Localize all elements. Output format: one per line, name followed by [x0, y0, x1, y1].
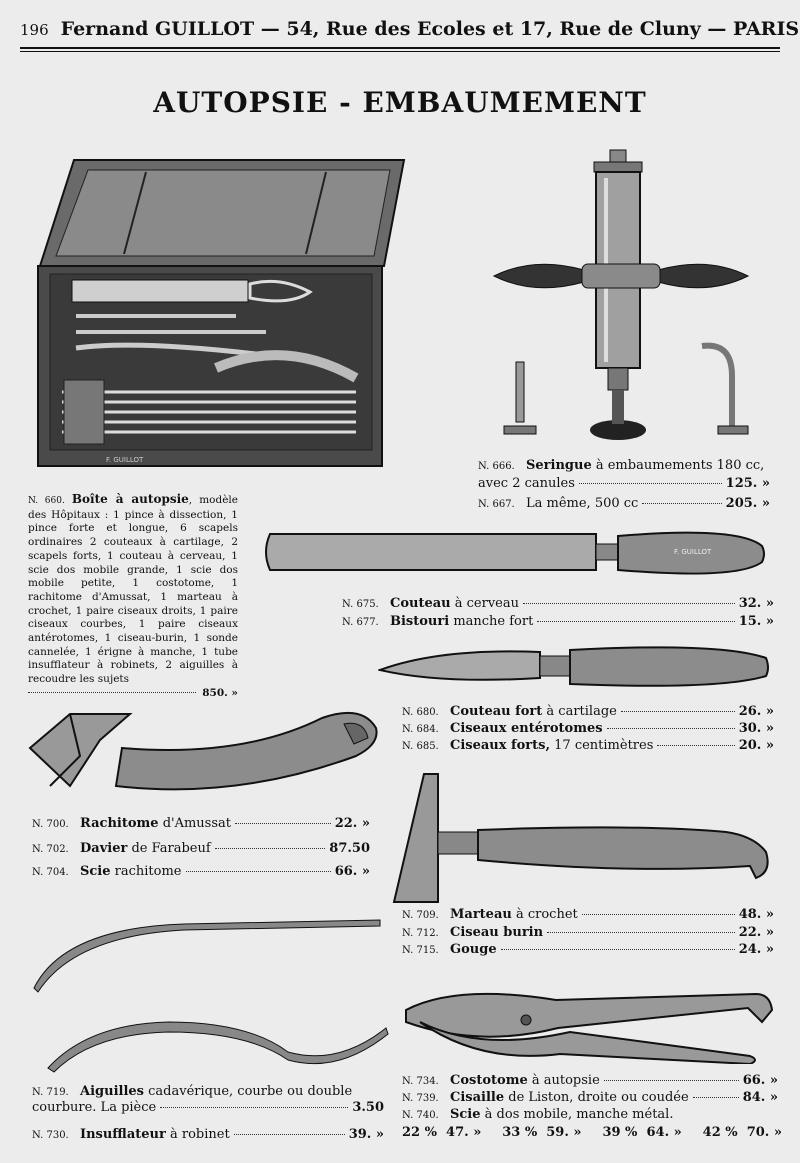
header-text: Fernand GUILLOT — 54, Rue des Ecoles et 17, Rue de Cluny — PARIS — [60, 18, 800, 40]
page-number: 196 — [20, 21, 49, 39]
list-item: N. 715. Gouge 24. » — [402, 942, 774, 957]
list-item: N. 719. Aiguilles cadavérique, courbe ou double — [32, 1084, 353, 1099]
list-item: avec 2 canules 125. » — [478, 476, 770, 491]
list-item: N. 675. Couteau à cerveau 32. » — [342, 596, 774, 611]
embalming-syringe-illustration — [490, 148, 760, 448]
list-item: N. 730. Insufflateur à robinet 39. » — [32, 1127, 384, 1142]
list-item: N. 684. Ciseaux entérotomes 30. » — [402, 721, 774, 736]
list-item: courbure. La pièce 3.50 — [32, 1100, 384, 1115]
item-description: , modèle des Hôpitaux : 1 pince à dissection, 1 pince forte et longue, 6 scapels ordinaires 2 couteaux à cartilage, 2 scapels forts, 1 couteau à cerveau, 1 scie dos mobile grande, 1 scie dos mobile petite, 1 costotome, 1 rachitome d'Amussat, 1 marteau à crochet, 1 paire ciseaux droits, 1 paire ciseaux courbes, 1 paire ciseaux antérotomes, 1 ciseau-burin, 1 sonde cannelée, 1 érigne à manche, 1 tube insufflateur à robinets, 2 aiguilles à recoudre les sujets — [28, 494, 239, 686]
list-item: N. 712. Ciseau burin 22. » — [402, 925, 774, 940]
list-item: N. 666. Seringue à embaumements 180 cc, — [478, 458, 765, 473]
saw-size-prices — [402, 1125, 782, 1140]
hammer-illustration — [386, 772, 776, 906]
list-item: N. 680. Couteau fort à cartilage 26. » — [402, 704, 774, 719]
autopsy-case-illustration — [36, 156, 408, 474]
case-label: F. GUILLOT — [106, 456, 144, 464]
brain-knife-illustration — [262, 528, 772, 576]
list-item: N. 709. Marteau à crochet 48. » — [402, 907, 774, 922]
size-option: 33 % 59. » — [502, 1125, 582, 1140]
item-name: Boîte à autopsie — [71, 492, 189, 506]
item-660-description — [28, 493, 238, 701]
page-header — [20, 18, 800, 40]
list-item: N. 677. Bistouri manche fort 15. » — [342, 614, 774, 629]
costotome-illustration — [402, 980, 778, 1064]
list-item: N. 704. Scie rachitome 66. » — [32, 864, 370, 879]
list-item: N. 702. Davier de Farabeuf 87.50 — [32, 841, 370, 856]
size-option: 42 % 70. » — [702, 1125, 782, 1140]
rachitome-illustration — [26, 708, 384, 796]
list-item: N. 667. La même, 500 cc 205. » — [478, 496, 770, 511]
list-item: N. 685. Ciseaux forts, 17 centimètres 20. » — [402, 738, 774, 753]
size-option: 39 % 64. » — [602, 1125, 682, 1140]
size-option: 22 % 47. » — [402, 1125, 482, 1140]
blade-brand: F. GUILLOT — [674, 548, 712, 556]
list-item: N. 734. Costotome à autopsie 66. » — [402, 1073, 778, 1088]
header-rule — [20, 47, 780, 49]
list-item: N. 700. Rachitome d'Amussat 22. » — [32, 816, 370, 831]
list-item: N. 740. Scie à dos mobile, manche métal. — [402, 1107, 674, 1122]
header-rule-thin — [20, 51, 780, 52]
item-price: 850. » — [202, 686, 238, 699]
needles-illustration — [30, 908, 390, 1074]
cartilage-knife-illustration — [378, 644, 774, 690]
page-title: AUTOPSIE - EMBAUMEMENT — [153, 86, 647, 119]
list-item: N. 739. Cisaille de Liston, droite ou coudée 84. » — [402, 1090, 778, 1105]
item-number: N. 660. — [28, 496, 65, 506]
